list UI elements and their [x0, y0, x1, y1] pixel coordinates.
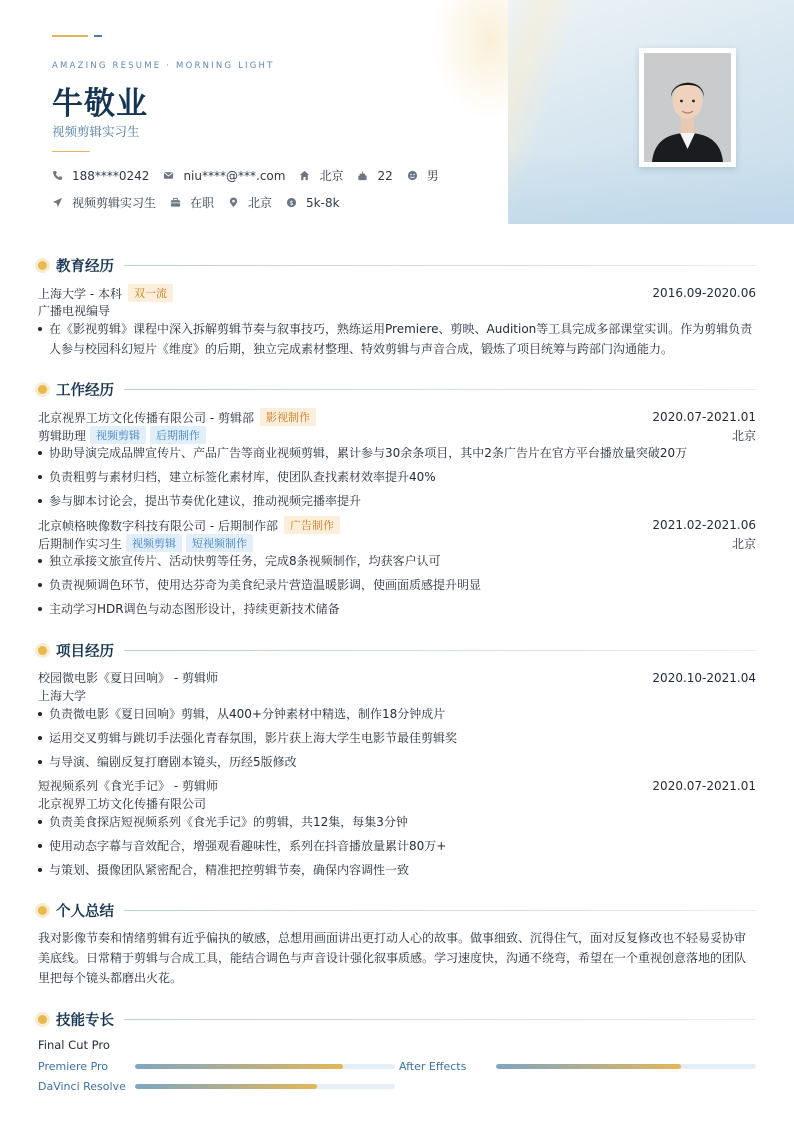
header-divider — [52, 151, 90, 152]
skill-tag: 短视频制作 — [186, 534, 253, 552]
skill-tag: 视频剪辑 — [126, 534, 182, 552]
mail-icon — [163, 170, 174, 181]
project-name: 短视频系列《食光手记》 - 剪辑师 — [38, 779, 218, 793]
briefcase-icon — [170, 197, 181, 208]
header-accent-lines — [52, 35, 102, 37]
job-role: 后期制作实习生 — [38, 536, 123, 551]
section-bullet-icon — [38, 385, 47, 394]
target-city-item: 北京 — [228, 194, 272, 211]
skill-bar-fill — [496, 1064, 681, 1069]
job-role: 剪辑助理 — [38, 428, 87, 443]
project-name: 校园微电影《夏日回响》 - 剪辑师 — [38, 671, 218, 685]
phone-icon — [52, 170, 63, 181]
skill-bar-track — [135, 1064, 395, 1069]
candidate-name: 牛敬业 — [52, 86, 148, 122]
job-intent-row — [52, 194, 354, 211]
skill-name: After Effects — [399, 1060, 467, 1073]
section-bullet-icon — [38, 646, 47, 655]
job-bullet: 负责视频调色环节，使用达芬奇为美食纪录片营造温暖影调，使画面质感提升明显 — [38, 575, 756, 595]
job-status-item: 在职 — [170, 194, 214, 211]
job-city: 北京 — [731, 536, 756, 551]
project-bullet: 与策划、摄像团队紧密配合，精准把控剪辑节奏，确保内容调性一致 — [38, 860, 756, 880]
candidate-title: 视频剪辑实习生 — [52, 124, 140, 139]
section-education-header: 教育经历 — [37, 255, 756, 276]
section-work-header: 工作经历 — [37, 379, 756, 400]
money-icon — [286, 197, 297, 208]
project-header-row — [38, 669, 756, 686]
project-org-row — [38, 795, 756, 812]
skill-tag: 后期制作 — [150, 426, 206, 444]
job-role-row — [38, 534, 756, 552]
job-header-row — [38, 516, 756, 534]
section-skills-header: 技能专长 — [37, 1009, 756, 1030]
gender-icon — [407, 170, 418, 181]
salary-item: $ 5k-8k — [286, 196, 340, 210]
resume-tagline: AMAZING RESUME · MORNING LIGHT — [52, 61, 275, 71]
project-bullet: 使用动态字幕与音效配合，增强观看趣味性，系列在抖音播放量累计80万+ — [38, 836, 756, 856]
send-icon — [52, 197, 63, 208]
job-bullet: 主动学习HDR调色与动态图形设计，持续更新技术储备 — [38, 599, 756, 619]
email-item: niu****@***.com — [163, 169, 285, 183]
project-date: 2020.07-2021.01 — [652, 778, 756, 793]
job-bullet: 负责粗剪与素材归档，建立标签化素材库，使团队查找素材效率提升40% — [38, 467, 756, 487]
skill-bar-track — [135, 1084, 395, 1089]
job-bullet: 参与脚本讨论会，提出节奏优化建议，推动视频完播率提升 — [38, 491, 756, 511]
industry-tag: 影视制作 — [260, 408, 316, 426]
education-major-row — [38, 302, 756, 319]
job-role-row — [38, 426, 756, 444]
project-header-row — [38, 777, 756, 794]
project-org: 上海大学 — [38, 689, 87, 703]
job-bullet: 协助导演完成品牌宣传片、产品广告等商业视频剪辑，累计参与30余条项目，其中2条广告片在官方平台播放量突破20万 — [38, 443, 756, 463]
svg-text:$: $ — [289, 198, 294, 207]
skill-name: Premiere Pro — [38, 1060, 109, 1073]
gender-item: 男 — [407, 167, 439, 184]
job-header-row — [38, 408, 756, 426]
age-item: 22 — [357, 169, 392, 183]
education-date: 2016.09-2020.06 — [652, 286, 756, 300]
skill-tag: 视频剪辑 — [90, 426, 146, 444]
project-bullet: 负责美食探店短视频系列《食光手记》的剪辑，共12集，每集3分钟 — [38, 812, 756, 832]
industry-tag: 广告制作 — [284, 516, 340, 534]
job-date: 2021.02-2021.06 — [652, 518, 756, 532]
company-name: 北京视界工坊文化传播有限公司 - 剪辑部 — [38, 410, 254, 425]
project-date: 2020.10-2021.04 — [652, 670, 756, 685]
job-city: 北京 — [731, 428, 756, 443]
company-name: 北京帧格映像数字科技有限公司 - 后期制作部 — [38, 518, 278, 533]
section-summary-header: 个人总结 — [37, 900, 756, 921]
job-bullet: 独立承接文旅宣传片、活动快剪等任务，完成8条视频制作，均获客户认可 — [38, 551, 756, 571]
education-description: 在《影视剪辑》课程中深入拆解剪辑节奏与叙事技巧，熟练运用Premiere、剪映、Audition等工具完成多部课堂实训。作为剪辑负责人参与校园科幻短片《维度》的后期，独立完成素材整理、特效剪辑与声音合成，锻炼了项目统筹与跨部门沟通能力。 — [38, 319, 756, 359]
project-bullet: 与导演、编剧反复打磨剧本镜头，历经5版修改 — [38, 752, 756, 772]
job-date: 2020.07-2021.01 — [652, 410, 756, 424]
profile-photo — [639, 48, 736, 167]
skill-bar-fill — [135, 1064, 343, 1069]
skill-bar-track — [496, 1064, 756, 1069]
section-bullet-icon — [38, 1015, 47, 1024]
phone-item: 188****0242 — [52, 169, 149, 183]
avatar — [644, 53, 731, 162]
project-bullet: 运用交叉剪辑与跳切手法强化青春氛围，影片获上海大学生电影节最佳剪辑奖 — [38, 728, 756, 748]
major: 广播电视编导 — [38, 304, 111, 318]
home-icon — [299, 170, 310, 181]
school-name: 上海大学 - 本科 — [38, 286, 122, 301]
cake-icon — [357, 170, 368, 181]
project-bullet: 负责微电影《夏日回响》剪辑，从400+分钟素材中精选，制作18分钟成片 — [38, 704, 756, 724]
hometown-item: 北京 — [299, 167, 343, 184]
section-projects-header: 项目经历 — [37, 640, 756, 661]
target-position-item: 视频剪辑实习生 — [52, 194, 156, 211]
location-icon — [228, 197, 239, 208]
summary-text: 我对影像节奏和情绪剪辑有近乎偏执的敏感，总想用画面讲出更打动人心的故事。做事细致、沉得住气，面对反复修改也不轻易妥协审美底线。日常精于剪辑与合成工具，能结合调色与声音设计强化叙事质感。学习速度快，沟通不绕弯，希望在一个重视创意落地的团队里把每个镜头都磨出火花。 — [38, 931, 747, 985]
contact-row — [52, 167, 453, 184]
school-tag: 双一流 — [128, 284, 173, 302]
project-org: 北京视界工坊文化传播有限公司 — [38, 797, 207, 811]
skill-name: DaVinci Resolve — [38, 1080, 126, 1093]
section-bullet-icon — [38, 261, 47, 270]
education-header-row — [38, 284, 756, 302]
skill-bar-fill — [135, 1084, 317, 1089]
skills-top-label: Final Cut Pro — [38, 1038, 110, 1052]
project-org-row — [38, 687, 756, 704]
section-bullet-icon — [38, 906, 47, 915]
